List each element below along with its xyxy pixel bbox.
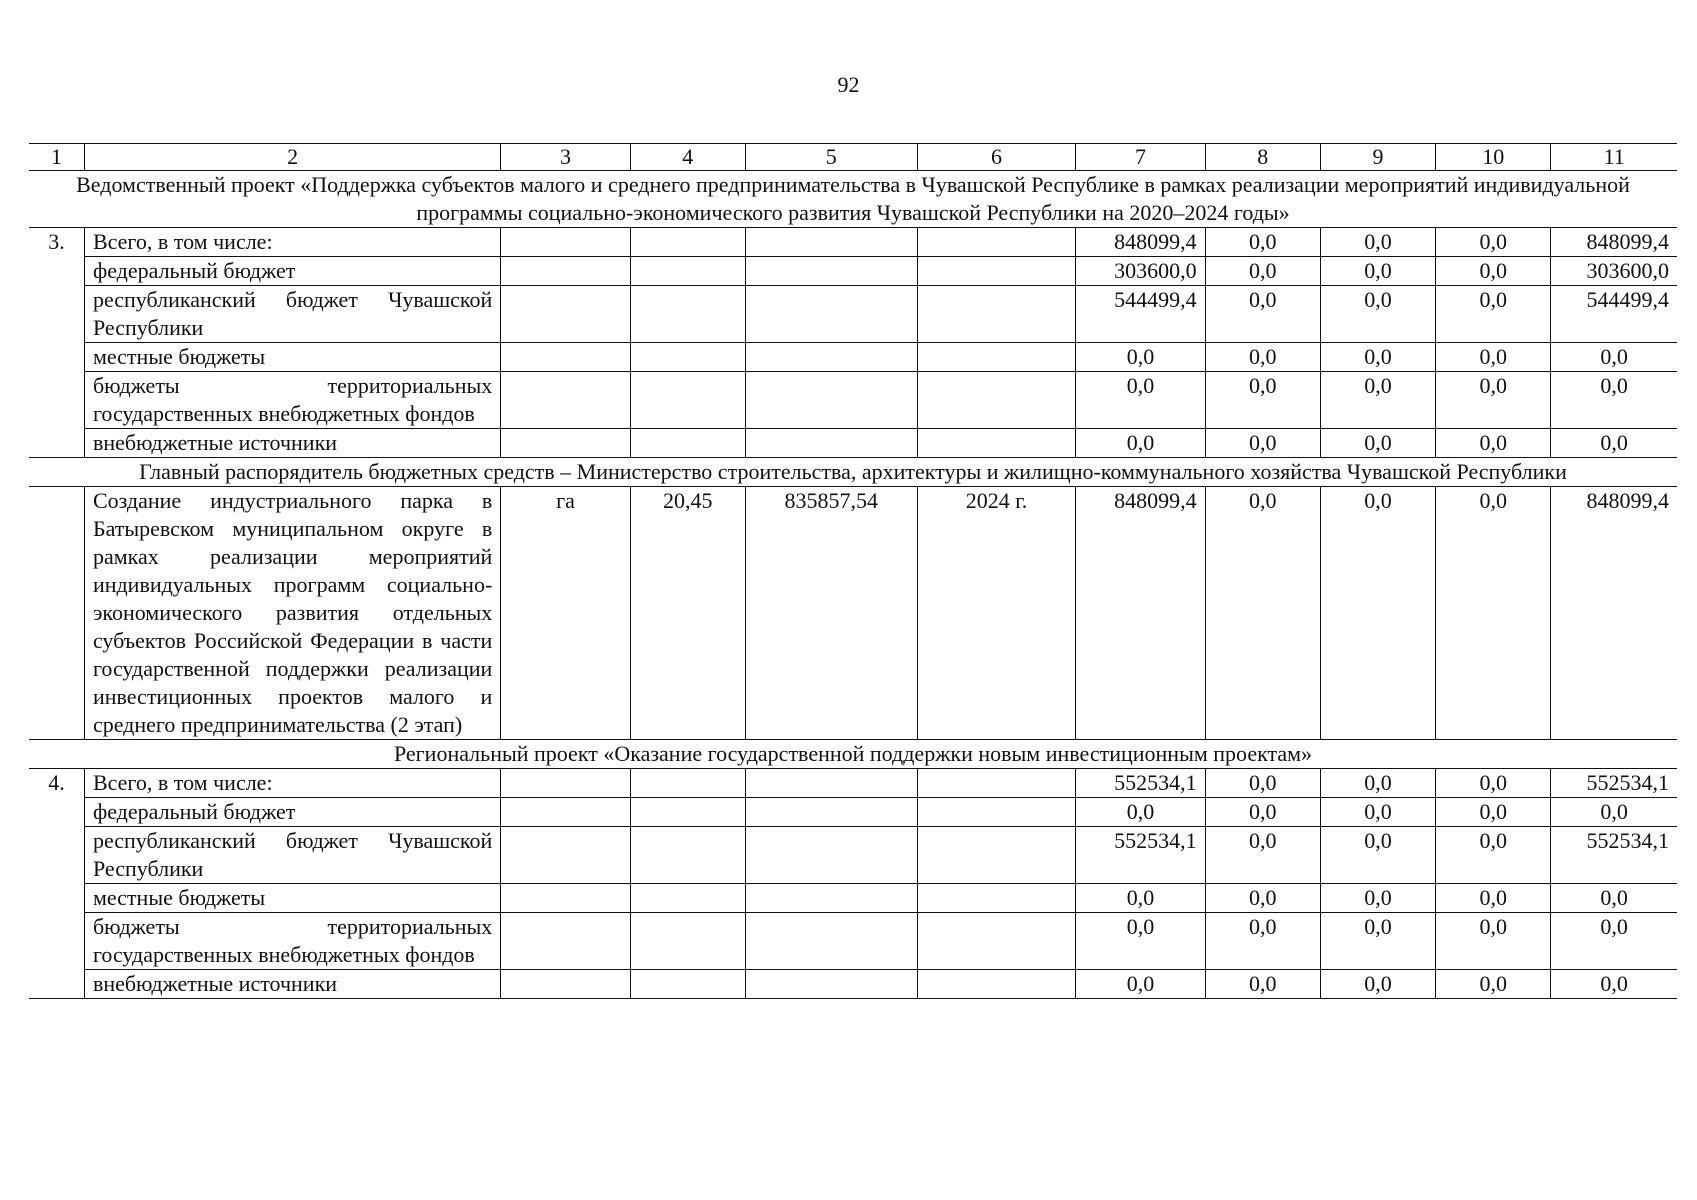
value-cell: 552534,1 (1551, 827, 1677, 884)
column-number-row (29, 144, 1677, 171)
value-cell: 0,0 (1205, 343, 1320, 372)
table-cell (917, 257, 1076, 286)
table-cell (501, 228, 630, 257)
value-cell: 0,0 (1320, 769, 1435, 798)
value-cell: 0,0 (1320, 372, 1435, 429)
value-cell: 0,0 (1436, 798, 1551, 827)
table-cell (745, 913, 917, 970)
value-cell: 0,0 (1551, 913, 1677, 970)
row-label: бюджеты территориальных государственных внебюджетных фондов (84, 372, 500, 429)
table-cell (630, 798, 745, 827)
value-cell: 0,0 (1436, 487, 1551, 740)
table-cell (501, 429, 630, 458)
row-label: бюджеты территориальных государственных внебюджетных фондов (84, 913, 500, 970)
table-row (29, 827, 1677, 884)
row-label: федеральный бюджет (84, 798, 500, 827)
value-cell: 0,0 (1551, 884, 1677, 913)
table-cell (501, 286, 630, 343)
value-cell: 0,0 (1551, 343, 1677, 372)
table-cell (630, 827, 745, 884)
table-cell (917, 372, 1076, 429)
column-number: 10 (1436, 144, 1551, 171)
row-label: Всего, в том числе: (84, 769, 500, 798)
column-number: 11 (1551, 144, 1677, 171)
table-row (29, 798, 1677, 827)
table-cell (501, 884, 630, 913)
row-index (29, 487, 84, 740)
value-cell: 0,0 (1205, 970, 1320, 999)
value-cell: 0,0 (1320, 429, 1435, 458)
value-cell: 0,0 (1076, 343, 1205, 372)
value-cell: 0,0 (1436, 913, 1551, 970)
value-cell: 0,0 (1205, 372, 1320, 429)
value-cell: 0,0 (1205, 913, 1320, 970)
section-heading: Региональный проект «Оказание государственной поддержки новым инвестиционным проектам» (29, 740, 1677, 769)
table-row (29, 884, 1677, 913)
table-row (29, 487, 1677, 740)
table-cell (745, 372, 917, 429)
row-label: Создание индустриального парка в Батыревском муниципальном округе в рамках реализации мероприятий индивидуальных программ социально-экономического развития отдельных субъектов Российской Федерации в части государственной поддержки реализации инвестиционных проектов малого и среднего предпринимательства (2 этап) (84, 487, 500, 740)
value-cell: 0,0 (1076, 372, 1205, 429)
section-heading: Главный распорядитель бюджетных средств – Министерство строительства, архитектуры и жилищно-коммунального хозяйства Чувашской Республики (29, 458, 1677, 487)
value-cell: 0,0 (1320, 286, 1435, 343)
table-cell (630, 372, 745, 429)
column-number: 6 (917, 144, 1076, 171)
table-row (29, 372, 1677, 429)
table-row (29, 286, 1677, 343)
budget-table (29, 143, 1677, 999)
table-cell (501, 372, 630, 429)
row-label: федеральный бюджет (84, 257, 500, 286)
table-cell (917, 798, 1076, 827)
value-cell: 0,0 (1205, 884, 1320, 913)
table-row (29, 257, 1677, 286)
table-cell (745, 827, 917, 884)
value-cell: 303600,0 (1076, 257, 1205, 286)
value-cell: 0,0 (1436, 286, 1551, 343)
table-cell (917, 228, 1076, 257)
column-number: 1 (29, 144, 84, 171)
value-cell: 552534,1 (1076, 769, 1205, 798)
table-cell (917, 286, 1076, 343)
table-cell (745, 798, 917, 827)
row-label: республиканский бюджет Чувашской Республики (84, 286, 500, 343)
table-cell (630, 970, 745, 999)
table-cell (745, 286, 917, 343)
value-cell: 0,0 (1320, 228, 1435, 257)
table-cell (630, 343, 745, 372)
value-cell: 0,0 (1320, 970, 1435, 999)
year-cell: 2024 г. (917, 487, 1076, 740)
table-cell (630, 913, 745, 970)
table-cell (917, 343, 1076, 372)
capacity-cell: 20,45 (630, 487, 745, 740)
value-cell: 0,0 (1205, 798, 1320, 827)
row-label: внебюджетные источники (84, 429, 500, 458)
value-cell: 0,0 (1551, 429, 1677, 458)
value-cell: 0,0 (1320, 827, 1435, 884)
row-label: местные бюджеты (84, 884, 500, 913)
value-cell: 0,0 (1205, 286, 1320, 343)
column-number: 9 (1320, 144, 1435, 171)
table-cell (630, 769, 745, 798)
row-label: внебюджетные источники (84, 970, 500, 999)
column-number: 4 (630, 144, 745, 171)
value-cell: 0,0 (1320, 798, 1435, 827)
table-cell (501, 257, 630, 286)
value-cell: 0,0 (1205, 769, 1320, 798)
section-heading: Ведомственный проект «Поддержка субъектов малого и среднего предпринимательства в Чувашской Республике в рамках реализации мероприятий индивидуальной программы социально-экономического развития Чувашской Республики на 2020–2024 годы» (29, 171, 1677, 228)
column-number: 7 (1076, 144, 1205, 171)
value-cell: 552534,1 (1551, 769, 1677, 798)
row-label: Всего, в том числе: (84, 228, 500, 257)
value-cell: 0,0 (1436, 257, 1551, 286)
value-cell: 0,0 (1205, 827, 1320, 884)
section-heading-row (29, 740, 1677, 769)
value-cell: 848099,4 (1076, 487, 1205, 740)
table-cell (745, 970, 917, 999)
page-number: 92 (837, 72, 860, 97)
value-cell: 544499,4 (1076, 286, 1205, 343)
value-cell: 0,0 (1320, 343, 1435, 372)
table-cell (917, 913, 1076, 970)
value-cell: 0,0 (1076, 798, 1205, 827)
value-cell: 0,0 (1436, 827, 1551, 884)
value-cell: 0,0 (1436, 769, 1551, 798)
table-row (29, 343, 1677, 372)
value-cell: 0,0 (1551, 970, 1677, 999)
table-cell (630, 884, 745, 913)
row-index: 4. (29, 769, 84, 999)
value-cell: 0,0 (1076, 884, 1205, 913)
section-heading-row (29, 171, 1677, 228)
value-cell: 0,0 (1436, 372, 1551, 429)
value-cell: 0,0 (1076, 970, 1205, 999)
value-cell: 0,0 (1076, 429, 1205, 458)
unit-cell: га (501, 487, 630, 740)
table-cell (917, 884, 1076, 913)
value-cell: 0,0 (1436, 884, 1551, 913)
value-cell: 552534,1 (1076, 827, 1205, 884)
table-cell (501, 913, 630, 970)
value-cell: 848099,4 (1076, 228, 1205, 257)
value-cell: 0,0 (1320, 884, 1435, 913)
row-label: местные бюджеты (84, 343, 500, 372)
value-cell: 848099,4 (1551, 228, 1677, 257)
row-index: 3. (29, 228, 84, 458)
value-cell: 0,0 (1320, 913, 1435, 970)
column-number: 5 (745, 144, 917, 171)
table-row (29, 913, 1677, 970)
table-cell (917, 970, 1076, 999)
section-heading-row (29, 458, 1677, 487)
row-label: республиканский бюджет Чувашской Республики (84, 827, 500, 884)
estimate-cell: 835857,54 (745, 487, 917, 740)
table-cell (745, 257, 917, 286)
table-cell (917, 429, 1076, 458)
value-cell: 0,0 (1436, 228, 1551, 257)
table-cell (501, 769, 630, 798)
value-cell: 0,0 (1436, 429, 1551, 458)
table-cell (630, 286, 745, 343)
value-cell: 0,0 (1205, 429, 1320, 458)
table-cell (630, 429, 745, 458)
table-row (29, 228, 1677, 257)
table-row (29, 429, 1677, 458)
value-cell: 544499,4 (1551, 286, 1677, 343)
value-cell: 0,0 (1320, 257, 1435, 286)
value-cell: 0,0 (1551, 798, 1677, 827)
column-number: 2 (84, 144, 500, 171)
table-cell (501, 798, 630, 827)
table-cell (917, 769, 1076, 798)
table-cell (501, 970, 630, 999)
column-number: 8 (1205, 144, 1320, 171)
table-cell (745, 343, 917, 372)
table-cell (745, 228, 917, 257)
table-cell (630, 257, 745, 286)
value-cell: 0,0 (1205, 257, 1320, 286)
table-row (29, 769, 1677, 798)
table-row (29, 970, 1677, 999)
column-number: 3 (501, 144, 630, 171)
value-cell: 848099,4 (1551, 487, 1677, 740)
table-cell (745, 769, 917, 798)
value-cell: 0,0 (1436, 343, 1551, 372)
value-cell: 0,0 (1205, 228, 1320, 257)
value-cell: 0,0 (1076, 913, 1205, 970)
value-cell: 0,0 (1205, 487, 1320, 740)
value-cell: 0,0 (1436, 970, 1551, 999)
table-cell (745, 884, 917, 913)
value-cell: 0,0 (1551, 372, 1677, 429)
table-cell (501, 343, 630, 372)
value-cell: 303600,0 (1551, 257, 1677, 286)
table-cell (917, 827, 1076, 884)
table-cell (501, 827, 630, 884)
table-cell (630, 228, 745, 257)
table-cell (745, 429, 917, 458)
value-cell: 0,0 (1320, 487, 1435, 740)
